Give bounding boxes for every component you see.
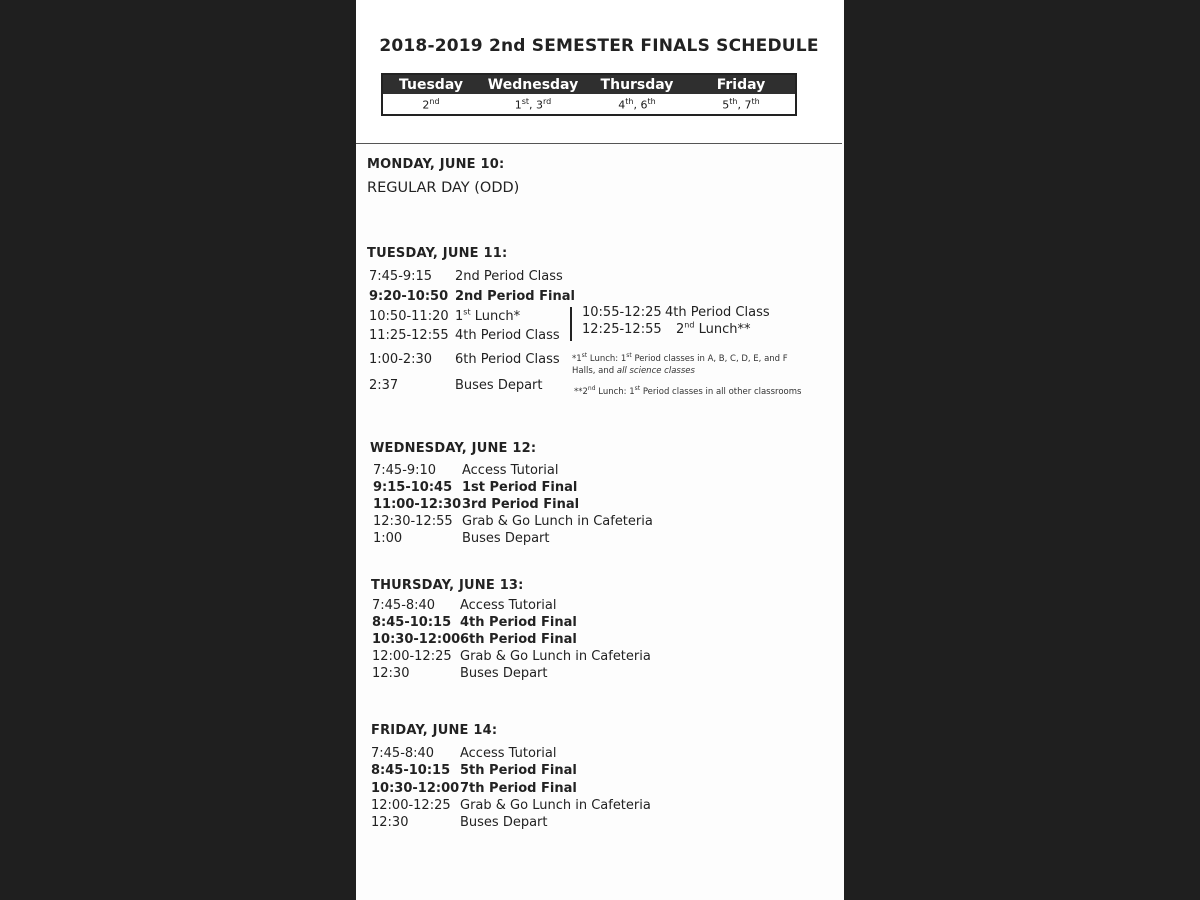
row-time: 7:45-9:10 bbox=[373, 463, 437, 478]
schedule-row bbox=[373, 463, 558, 478]
schedule-row bbox=[373, 531, 550, 546]
row-event: Grab & Go Lunch in Cafeteria bbox=[462, 514, 653, 529]
alt-event: 4th Period Class bbox=[665, 305, 770, 320]
row-time: 12:00-12:25 bbox=[372, 649, 452, 664]
row-time: 1:00-2:30 bbox=[369, 352, 433, 367]
schedule-row bbox=[369, 289, 575, 304]
exam-day-thursday: Thursday bbox=[600, 76, 674, 93]
row-time: 12:30 bbox=[371, 815, 409, 831]
row-event: 2nd Period Class bbox=[455, 269, 563, 284]
row-event: Buses Depart bbox=[455, 378, 543, 393]
row-event: 7th Period Final bbox=[460, 780, 577, 796]
second-lunch-note: **2nd Lunch: 1st Period classes in all other classrooms bbox=[574, 385, 802, 397]
row-time: 8:45-10:15 bbox=[372, 615, 452, 630]
row-event: 4th Period Final bbox=[460, 615, 577, 630]
lunch-divider bbox=[570, 307, 572, 341]
row-time: 7:45-8:40 bbox=[371, 746, 435, 761]
row-event: 2nd Period Final bbox=[455, 289, 575, 304]
tuesday-alt-row bbox=[582, 305, 770, 320]
row-time: 12:00-12:25 bbox=[371, 797, 451, 813]
exam-day-header-row bbox=[383, 75, 795, 94]
exam-day-friday: Friday bbox=[716, 76, 766, 93]
exam-period-row bbox=[383, 94, 795, 114]
row-time: 10:30-12:00 bbox=[371, 780, 460, 796]
monday-heading: MONDAY, JUNE 10: bbox=[367, 157, 505, 172]
row-event: 3rd Period Final bbox=[462, 497, 580, 512]
row-event: 1st Period Final bbox=[462, 480, 578, 495]
schedule-row bbox=[371, 763, 577, 778]
page-title: 2018-2019 2nd SEMESTER FINALS SCHEDULE bbox=[379, 36, 819, 56]
exam-day-table bbox=[381, 73, 797, 116]
row-time: 12:30 bbox=[372, 666, 410, 681]
exam-periods-tuesday: 2nd bbox=[422, 96, 440, 112]
row-time: 7:45-9:15 bbox=[369, 269, 433, 284]
thursday-heading: THURSDAY, JUNE 13: bbox=[371, 578, 524, 593]
row-event: Grab & Go Lunch in Cafeteria bbox=[460, 797, 651, 813]
wednesday-heading: WEDNESDAY, JUNE 12: bbox=[370, 441, 537, 456]
exam-day-wednesday: Wednesday bbox=[487, 76, 579, 93]
schedule-row bbox=[369, 328, 560, 343]
row-time: 2:37 bbox=[369, 378, 399, 393]
header-band bbox=[356, 0, 842, 144]
exam-periods-wednesday: 1st, 3rd bbox=[514, 96, 552, 112]
alt-time: 10:55-12:25 bbox=[582, 305, 662, 320]
row-time: 12:30-12:55 bbox=[373, 514, 453, 529]
row-time: 11:00-12:30 bbox=[373, 497, 462, 512]
schedule-row bbox=[372, 666, 548, 681]
row-event: 6th Period Class bbox=[455, 352, 560, 367]
row-time: 11:25-12:55 bbox=[369, 328, 449, 343]
tuesday-heading: TUESDAY, JUNE 11: bbox=[367, 246, 508, 261]
row-event: Access Tutorial bbox=[462, 463, 559, 478]
schedule-row bbox=[372, 615, 577, 630]
row-event: 6th Period Final bbox=[460, 632, 577, 647]
row-time: 7:45-8:40 bbox=[372, 598, 436, 613]
row-time: 1:00 bbox=[373, 531, 403, 546]
exam-periods-friday: 5th, 7th bbox=[722, 96, 760, 112]
exam-day-tuesday: Tuesday bbox=[399, 76, 463, 93]
row-event: Buses Depart bbox=[462, 531, 550, 546]
row-time: 8:45-10:15 bbox=[371, 763, 451, 779]
schedule-row bbox=[369, 308, 520, 324]
schedule-row bbox=[371, 815, 548, 830]
schedule-row bbox=[372, 598, 556, 613]
schedule-row bbox=[369, 378, 543, 393]
row-time: 9:15-10:45 bbox=[373, 480, 453, 495]
row-event: Buses Depart bbox=[460, 815, 548, 831]
first-lunch-note: *1st Lunch: 1st Period classes in A, B, C, D, E, and F Halls, and all science classes bbox=[572, 352, 788, 376]
schedule-row bbox=[369, 352, 560, 367]
row-event: 1st Lunch* bbox=[455, 308, 521, 325]
schedule-row bbox=[371, 746, 556, 761]
row-time: 9:20-10:50 bbox=[369, 289, 449, 304]
row-event: Access Tutorial bbox=[460, 598, 557, 613]
row-event: 4th Period Class bbox=[455, 328, 560, 343]
schedule-row bbox=[372, 632, 577, 647]
alt-time: 12:25-12:55 bbox=[582, 322, 662, 338]
monday-regular-day: REGULAR DAY (ODD) bbox=[367, 180, 520, 196]
schedule-row bbox=[373, 497, 579, 512]
row-event: Buses Depart bbox=[460, 666, 548, 681]
row-time: 10:50-11:20 bbox=[369, 309, 449, 325]
row-event: Grab & Go Lunch in Cafeteria bbox=[460, 649, 651, 664]
schedule-row bbox=[369, 269, 563, 284]
alt-event: 2nd Lunch** bbox=[676, 321, 751, 338]
schedule-row bbox=[373, 480, 577, 495]
row-event: Access Tutorial bbox=[460, 746, 557, 761]
schedule-row bbox=[372, 649, 651, 664]
schedule-row bbox=[373, 514, 653, 529]
exam-periods-thursday: 4th, 6th bbox=[618, 96, 656, 112]
schedule-row bbox=[371, 781, 577, 796]
schedule-row bbox=[371, 798, 651, 813]
row-time: 10:30-12:00 bbox=[372, 632, 461, 647]
row-event: 5th Period Final bbox=[460, 763, 577, 779]
tuesday-alt-row bbox=[582, 321, 750, 337]
friday-heading: FRIDAY, JUNE 14: bbox=[371, 723, 498, 738]
